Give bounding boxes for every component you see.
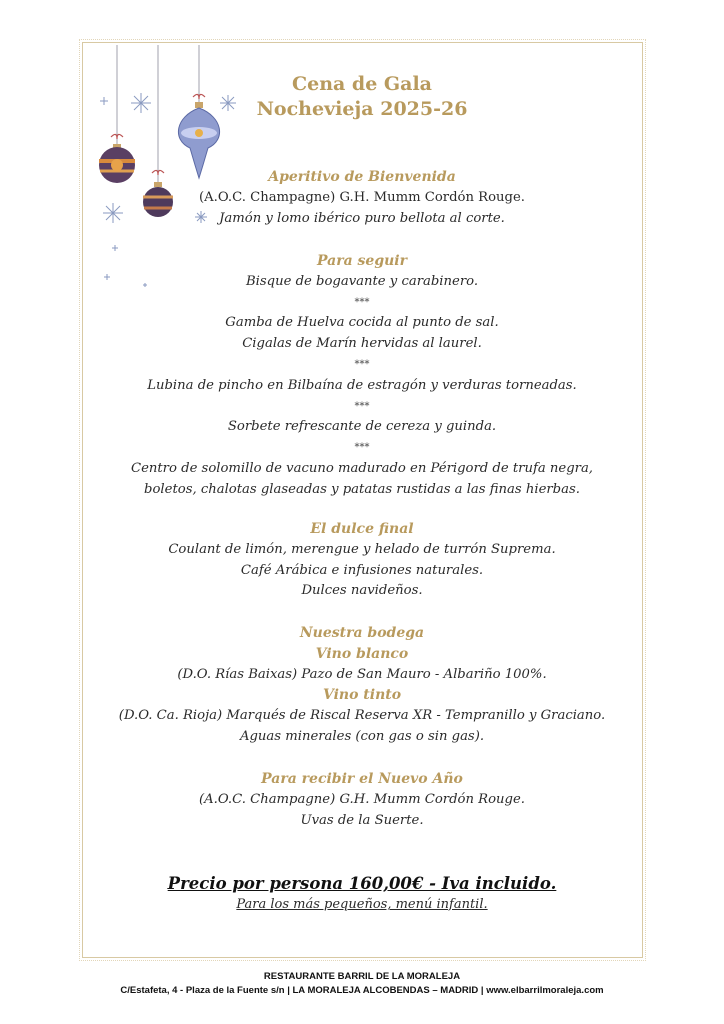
wine-white-item: (D.O. Rías Baixas) Pazo de San Mauro - Albariño 100%. — [177, 666, 547, 682]
menu-item: Cigalas de Marín hervidas al laurel. — [242, 336, 482, 352]
separator: *** — [354, 296, 370, 308]
menu-item: Coulant de limón, merengue y helado de turrón Suprema. — [168, 541, 556, 557]
section-heading: Para seguir — [317, 253, 407, 269]
kids-menu-note: Para los más pequeños, menú infantil. — [236, 897, 488, 912]
wine-red-item: (D.O. Ca. Rioja) Marqués de Riscal Reserva XR - Tempranillo y Graciano. — [118, 708, 606, 724]
footer-restaurant-name: RESTAURANTE BARRIL DE LA MORALEJA — [263, 971, 461, 982]
footer-address: C/Estafeta, 4 - Plaza de la Fuente s/n | LA MORALEJA ALCOBENDAS – MADRID | www.elbarrilmoraleja.com — [120, 985, 604, 996]
wine-white-heading: Vino blanco — [315, 645, 409, 662]
menu-item: Jamón y lomo ibérico puro bellota al corte. — [219, 210, 505, 226]
menu-item: Centro de solomillo de vacuno madurado en Périgord de trufa negra, — [131, 460, 593, 476]
menu-item: Lubina de pincho en Bilbaína de estragón y verduras torneadas. — [147, 377, 577, 393]
menu-item: Bisque de bogavante y carabinero. — [245, 273, 479, 289]
section-heading: Aperitivo de Bienvenida — [268, 169, 456, 185]
menu-item: Sorbete refrescante de cereza y guinda. — [227, 419, 497, 435]
menu-subtitle: Nochevieja 2025-26 — [256, 98, 468, 120]
wine-red-heading: Vino tinto — [322, 687, 402, 704]
section-aperitivo — [100, 167, 624, 229]
section-dulce-final — [100, 519, 624, 602]
water-item: Aguas minerales (con gas o sin gas). — [239, 728, 485, 744]
section-heading: El dulce final — [310, 521, 414, 537]
price-line: Precio por persona 160,00€ - Iva incluido. — [167, 874, 557, 893]
section-bodega — [100, 623, 624, 748]
section-heading: Nuestra bodega — [299, 625, 425, 641]
menu-item: Uvas de la Suerte. — [300, 812, 424, 828]
menu-item: (A.O.C. Champagne) G.H. Mumm Cordón Rouge. — [199, 189, 525, 205]
section-para-seguir — [100, 251, 624, 501]
separator: *** — [354, 400, 370, 412]
menu-item: (A.O.C. Champagne) G.H. Mumm Cordón Rouge. — [199, 791, 525, 807]
section-nuevo-ano — [100, 769, 624, 831]
menu-title: Cena de Gala — [291, 73, 432, 95]
section-heading: Para recibir el Nuevo Año — [261, 771, 463, 787]
separator: *** — [354, 358, 370, 370]
menu-item: Gamba de Huelva cocida al punto de sal. — [225, 315, 499, 331]
menu-item: boletos, chalotas glaseadas y patatas rustidas a las finas hierbas. — [144, 481, 580, 497]
menu-item: Dulces navideños. — [301, 583, 423, 599]
separator: *** — [354, 442, 370, 454]
menu-item: Café Arábica e infusiones naturales. — [240, 562, 484, 578]
